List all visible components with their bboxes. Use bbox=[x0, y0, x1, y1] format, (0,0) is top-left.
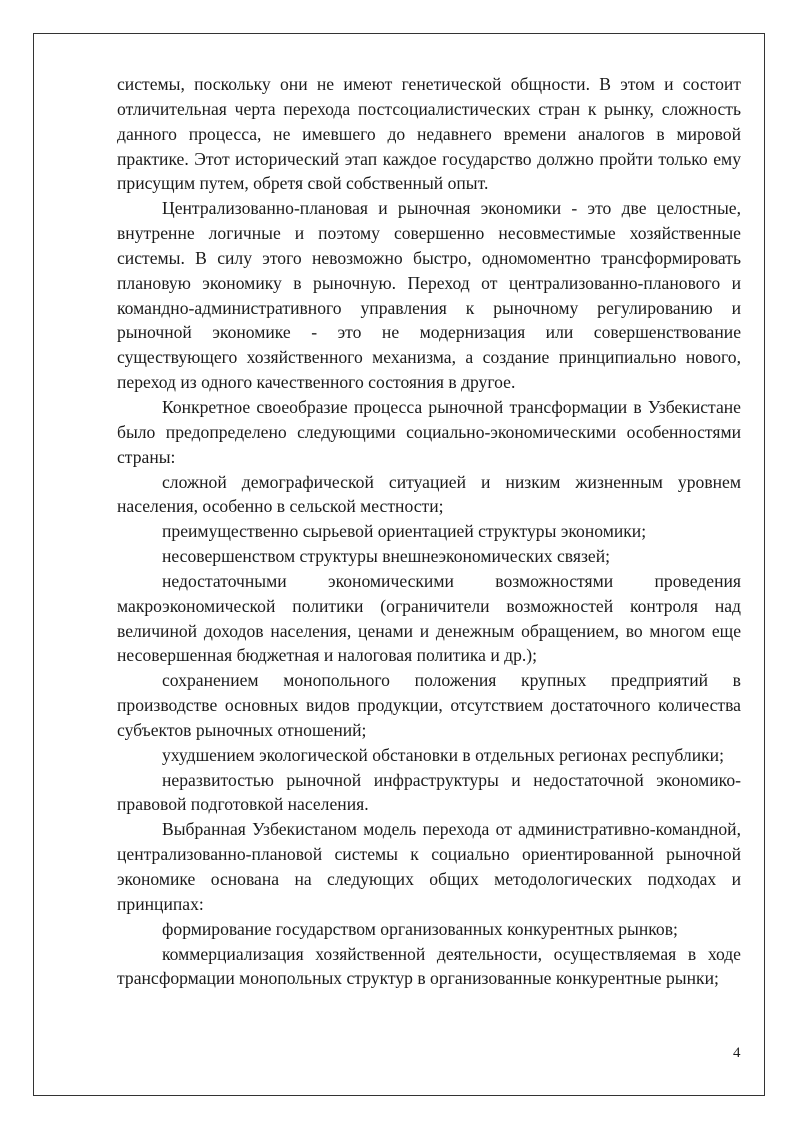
paragraph-1: системы, поскольку они не имеют генетической общности. В этом и состоит отличительная черта перехода постсоциалистических стран к рынку, сложность данного процесса, не имевшего до недавнего времени аналогов в мировой практике. Этот исторический этап каждое государство должно пройти только ему присущим путем, обретя свой собственный опыт. bbox=[117, 74, 741, 194]
paragraph-3: Конкретное своеобразие процесса рыночной трансформации в Узбекистане было предопределено следующими социально-экономическими особенностями страны: bbox=[117, 396, 741, 467]
list-item-infrastructure: неразвитостью рыночной инфраструктуры и недостаточной экономико-правовой подготовкой населения. bbox=[117, 769, 741, 815]
list-item-competitive-markets: формирование государством организованных конкурентных рынков; bbox=[162, 918, 678, 939]
page-number: 4 bbox=[733, 1045, 741, 1061]
list-item-macro-policy: недостаточными экономическими возможностями проведения макроэкономической политики (ограничители возможностей контроля над величиной доходов населения, ценами и денежным обращением, во многом еще несовершенная бюджетная и налоговая политика и др.); bbox=[117, 570, 741, 666]
paragraph-model: Выбранная Узбекистаном модель перехода от административно-командной, централизованно-плановой системы к социально ориентированной рыночной экономике основана на следующих общих методологических подходах и принципах: bbox=[117, 819, 741, 914]
list-item-demographic: сложной демографической ситуацией и низким жизненным уровнем населения, особенно в сельской местности; bbox=[117, 471, 741, 517]
list-item-raw-materials: преимущественно сырьевой ориентацией структуры экономики; bbox=[162, 521, 647, 542]
list-item-foreign-trade: несовершенством структуры внешнеэкономических связей; bbox=[162, 546, 611, 567]
list-item-ecology: ухудшением экологической обстановки в отдельных регионах республики; bbox=[162, 744, 724, 765]
paragraph-2: Централизованно-плановая и рыночная экономики - это две целостные, внутренне логичные и поэтому совершенно несовместимые хозяйственные системы. В силу этого невозможно быстро, одномоментно трансформировать плановую экономику в рыночную. Переход от централизованно-планового и командно-административного управления к рыночному регулированию и рыночной экономике - это не модернизация или совершенствование существующего хозяйственного механизма, а создание принципиально нового, переход из одного качественного состояния в другое. bbox=[117, 198, 741, 393]
document-body bbox=[117, 72, 741, 991]
list-item-monopoly: сохранением монопольного положения крупных предприятий в производстве основных видов продукции, отсутствием достаточного количества субъектов рыночных отношений; bbox=[117, 670, 741, 740]
list-item-commercialization: коммерциализация хозяйственной деятельности, осуществляемая в ходе трансформации монопольных структур в организованные конкурентные рынки; bbox=[117, 943, 741, 989]
